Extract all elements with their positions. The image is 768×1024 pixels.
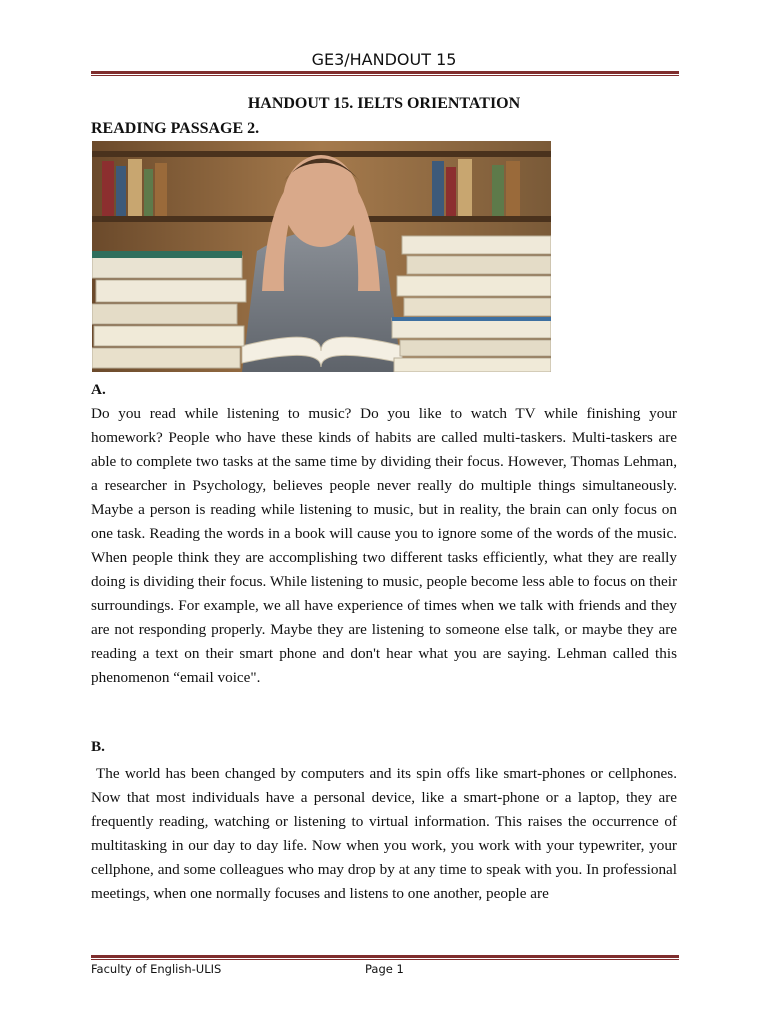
student-studying-photo [92, 141, 551, 372]
section-a-label: A. [91, 381, 106, 398]
footer-rule [91, 955, 679, 958]
header-rule [91, 71, 679, 74]
header-title: GE3/HANDOUT 15 [311, 50, 457, 69]
section-b-label: B. [91, 738, 105, 755]
header-rule-thin [91, 75, 679, 76]
section-b-paragraph: The world has been changed by computers and its spin offs like smart-phones or cellphones. Now that most individuals have a personal device, like a smart-phone or a laptop, they are frequently reading, watching or listening to virtual information. This raises the occurrence of multitasking in our day to day life. Now when you work, you work with your typewriter, your cellphone, and some colleagues who may drop by at any time to speak with you. In professional meetings, when one normally focuses and listens to one another, people are [91, 765, 677, 902]
passage-heading: READING PASSAGE 2. [91, 120, 260, 137]
footer-rule-thin [91, 959, 679, 960]
footer-page-number: Page 1 [365, 962, 404, 976]
section-a-paragraph: Do you read while listening to music? Do you like to watch TV while finishing your homework? People who have these kinds of habits are called multi-taskers. Multi-taskers are able to complete two tasks at the same time by dividing their focus. However, Thomas Lehman, a researcher in Psychology, believes people never really do multiple things simultaneously. Maybe a person is reading while listening to music, but in reality, the brain can only focus on one task. Reading the words in a book will cause you to ignore some of the words of the music. When people think they are accomplishing two different tasks efficiently, what they are really doing is dividing their focus. While listening to music, people become less able to focus on their surroundings. For example, we all have experience of times when we talk with friends and they are not responding properly. Maybe they are listening to someone else talk, or maybe they are reading a text on their smart phone and don't hear what you are saying. Lehman called this phenomenon “email voice". [91, 405, 677, 686]
footer-faculty: Faculty of English-ULIS [91, 962, 222, 976]
handout-heading: HANDOUT 15. IELTS ORIENTATION [247, 95, 521, 112]
